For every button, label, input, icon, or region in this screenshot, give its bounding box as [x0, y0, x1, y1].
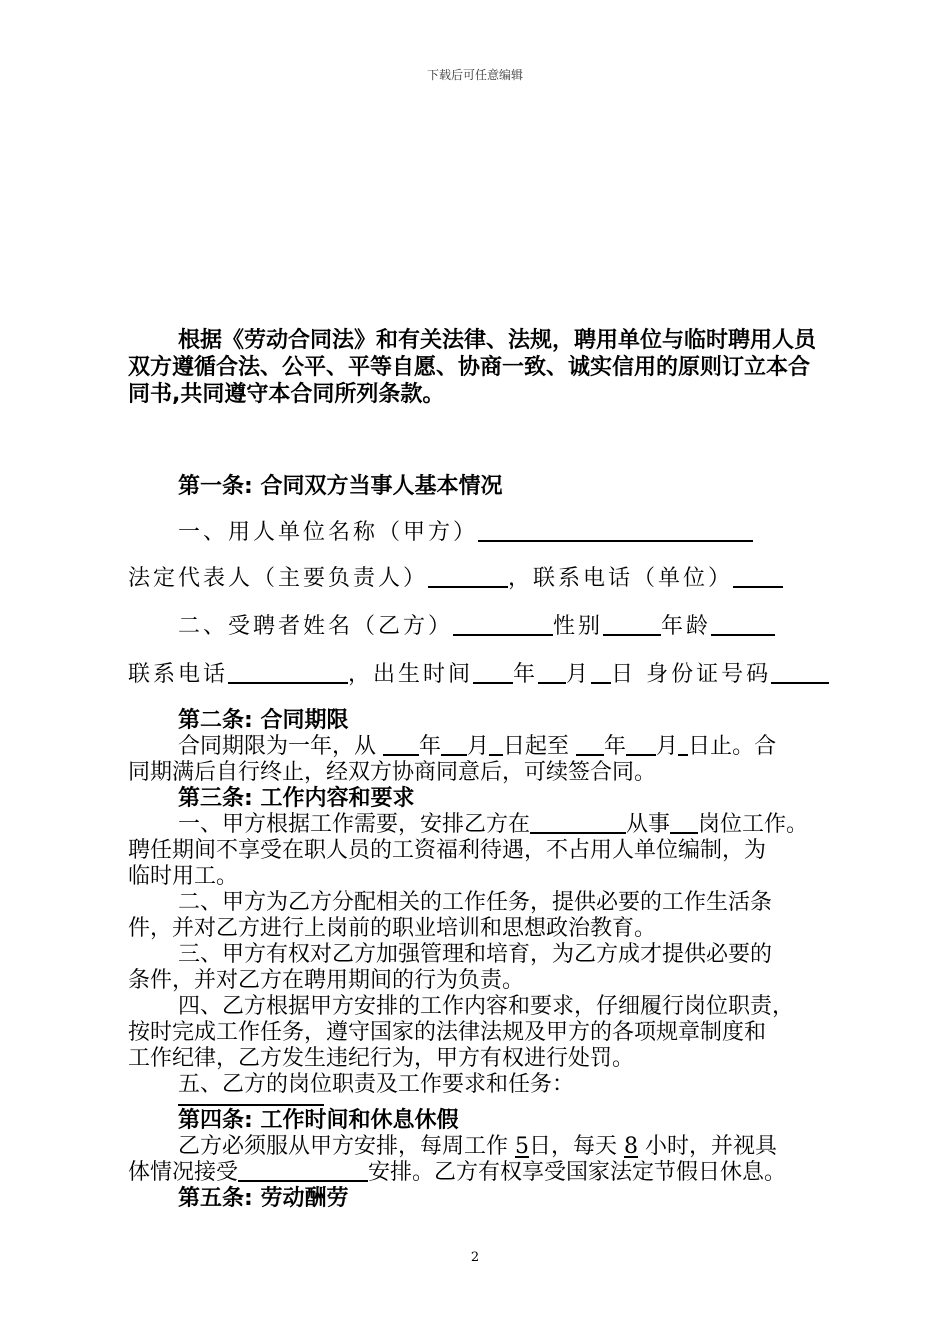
employee-row — [178, 614, 775, 640]
article4-title: 第四条: 工作时间和休息休假 — [178, 1108, 459, 1133]
employer-row — [178, 520, 753, 546]
gender-label: 性别 — [553, 614, 604, 639]
age-blank[interactable] — [711, 614, 775, 636]
article3-clause1-line3: 临时用工。 — [128, 864, 239, 889]
birth-year-label: 年 — [513, 662, 539, 687]
age-label: 年龄 — [661, 614, 712, 639]
birth-month-label: 月 — [566, 662, 592, 687]
overtime-blank[interactable] — [238, 1160, 368, 1182]
clause1-text-c: 岗位工作。 — [698, 812, 809, 837]
hours-per-day-value: 8 — [624, 1134, 638, 1159]
start-year-label: 年 — [419, 734, 442, 759]
workplace-blank[interactable] — [530, 812, 626, 834]
article3-clause4-line1: 四、乙方根据甲方安排的工作内容和要求，仔细履行岗位职责， — [178, 994, 795, 1019]
article3-clause3-line2: 条件，并对乙方在聘用期间的行为负责。 — [128, 968, 525, 993]
contact-row — [128, 662, 829, 688]
article1-title: 第一条: 合同双方当事人基本情况 — [178, 474, 503, 499]
overtime-text-a: 体情况接受 — [128, 1160, 239, 1185]
clause1-text-a: 一、甲方根据工作需要，安排乙方在 — [178, 812, 531, 837]
intro-line-3: 同书,共同遵守本合同所列条款。 — [128, 382, 445, 407]
phone-unit-label: ，联系电话（单位） — [508, 566, 734, 591]
birth-day-blank[interactable] — [591, 662, 611, 684]
contact-label: 联系电话 — [128, 662, 229, 687]
gender-blank[interactable] — [603, 614, 661, 636]
end-day-blank[interactable] — [678, 734, 688, 756]
header-note: 下载后可任意编辑 — [426, 68, 523, 82]
term-to-label: 日起至 — [503, 734, 577, 759]
employee-label: 二、受聘者姓名（乙方） — [178, 614, 454, 639]
start-month-label: 月 — [467, 734, 490, 759]
article3-clause4-line3: 工作纪律，乙方发生违纪行为，甲方有权进行处罚。 — [128, 1046, 635, 1071]
article3-clause2-line1: 二、甲方为乙方分配相关的工作任务，提供必要的工作生活条 — [178, 890, 773, 915]
article3-clause2-line2: 件，并对乙方进行上岗前的职业培训和思想政治教育。 — [128, 916, 657, 941]
end-year-blank[interactable] — [576, 734, 604, 756]
article2-line-1 — [178, 734, 776, 760]
contact-blank[interactable] — [228, 662, 348, 684]
start-month-blank[interactable] — [441, 734, 467, 756]
start-year-blank[interactable] — [383, 734, 419, 756]
workweek-text-a: 乙方必须服从甲方安排，每周工作 — [178, 1134, 515, 1159]
rep-label: 法定代表人（主要负责人） — [128, 566, 429, 591]
article3-clause1-line1 — [178, 812, 808, 838]
term-end-text: 日止。合 — [688, 734, 777, 759]
phone-unit-blank[interactable] — [733, 566, 783, 588]
birth-month-blank[interactable] — [538, 662, 566, 684]
term-from-label: 合同期限为一年，从 — [178, 734, 383, 759]
rep-row — [128, 566, 783, 592]
article3-clause1-line2: 聘任期间不享受在职人员的工资福利待遇，不占用人单位编制，为 — [128, 838, 767, 863]
birth-day-label: 日 — [611, 662, 637, 687]
workweek-text-c: 小时，并视具 — [638, 1134, 777, 1159]
article2-title: 第二条: 合同期限 — [178, 708, 349, 733]
birth-label: ，出生时间 — [348, 662, 474, 687]
workweek-text-b: 日，每天 — [529, 1134, 624, 1159]
article2-line-2: 同期满后自行终止，经双方协商同意后，可续签合同。 — [128, 760, 657, 785]
duties-blank[interactable] — [178, 1104, 324, 1106]
article5-title: 第五条: 劳动酬劳 — [178, 1186, 349, 1211]
employer-label: 一、用人单位名称（甲方） — [178, 520, 479, 545]
intro-line-2: 双方遵循合法、公平、平等自愿、协商一致、诚实信用的原则订立本合 — [128, 355, 811, 380]
article4-line-1 — [178, 1134, 777, 1160]
days-per-week-value: 5 — [515, 1134, 529, 1159]
overtime-text-b: 安排。乙方有权享受国家法定节假日休息。 — [368, 1160, 787, 1185]
article3-clause5: 五、乙方的岗位职责及工作要求和任务： — [178, 1072, 575, 1097]
article4-line-2 — [128, 1160, 786, 1186]
position-blank[interactable] — [670, 812, 698, 834]
start-day-blank[interactable] — [489, 734, 503, 756]
employee-name-blank[interactable] — [453, 614, 553, 636]
article3-clause3-line1: 三、甲方有权对乙方加强管理和培育，为乙方成才提供必要的 — [178, 942, 773, 967]
rep-blank[interactable] — [428, 566, 508, 588]
id-label: 身份证号码 — [646, 662, 772, 687]
birth-year-blank[interactable] — [473, 662, 513, 684]
article3-title: 第三条: 工作内容和要求 — [178, 786, 415, 811]
end-month-blank[interactable] — [626, 734, 656, 756]
clause1-text-b: 从事 — [626, 812, 671, 837]
employer-blank[interactable] — [478, 520, 753, 542]
end-month-label: 月 — [656, 734, 679, 759]
intro-line-1: 根据《劳动合同法》和有关法律、法规，聘用单位与临时聘用人员 — [178, 328, 817, 353]
end-year-label: 年 — [604, 734, 627, 759]
id-blank[interactable] — [771, 662, 829, 684]
page-number: 2 — [470, 1250, 480, 1265]
article3-clause4-line2: 按时完成工作任务，遵守国家的法律法规及甲方的各项规章制度和 — [128, 1020, 767, 1045]
